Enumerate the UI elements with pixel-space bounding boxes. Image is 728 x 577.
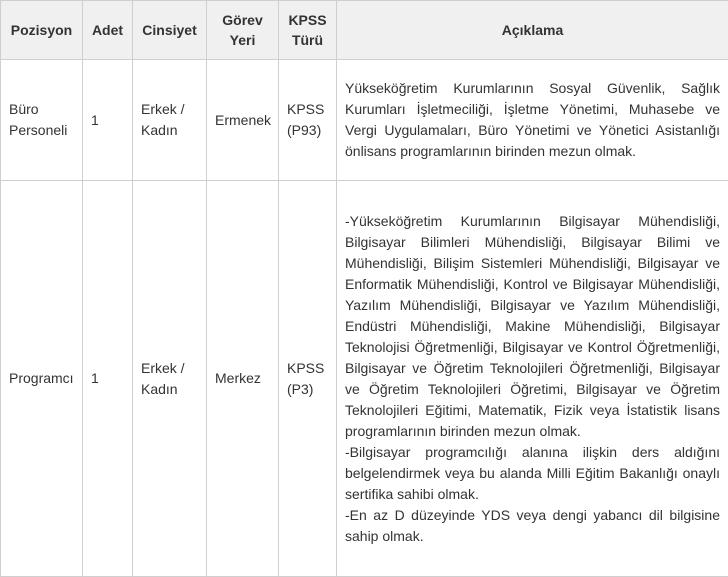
cell-adet: 1 [83, 181, 133, 577]
header-row [1, 1, 728, 60]
header-adet: Adet [83, 1, 133, 60]
cell-kpss-turu: KPSS (P93) [279, 60, 337, 181]
table-row [1, 60, 728, 181]
aciklama-paragraph: -Yükseköğretim Kurumlarının Bilgisayar Mühendisliği, Bilgisayar Bilimleri Mühendisliği, Bilgisayar Bilimi ve Mühendisliği, Bilişim Sistemleri Mühendisliği, Bilgisayar ve Enformatik Mühendisliği, Kontrol ve Bilgisayar Mühendisliği, Yazılım Mühendisliği, Bilgisayar ve Yazılım Mühendisliği, Endüstri Mühendisliği, Makine Mühendisliği, Bilgisayar Teknolojisi Öğretmenliği, Bilgisayar ve Kontrol Öğretmenliği, Bilgisayar ve Öğretim Teknolojileri Öğretmenliği, Bilgisayar ve Öğretim Teknolojileri Öğretimi, Bilgisayar ve Öğretim Teknolojileri Eğitimi, Matematik, Fizik veya İstatistik lisans programlarının birinden mezun olmak. [345, 211, 720, 442]
cell-cinsiyet: Erkek / Kadın [133, 60, 207, 181]
cell-cinsiyet: Erkek / Kadın [133, 181, 207, 577]
cell-aciklama [337, 181, 728, 577]
aciklama-paragraph: -En az D düzeyinde YDS veya dengi yabancı dil bilgisine sahip olmak. [345, 505, 720, 547]
cell-pozisyon: Büro Personeli [1, 60, 83, 181]
cell-kpss-turu: KPSS (P3) [279, 181, 337, 577]
cell-adet: 1 [83, 60, 133, 181]
header-aciklama: Açıklama [337, 1, 728, 60]
aciklama-paragraph: Yükseköğretim Kurumlarının Sosyal Güvenlik, Sağlık Kurumları İşletmeciliği, İşletme Yönetimi, Muhasebe ve Vergi Uygulamaları, Büro Yönetimi ve Yönetici Asistanlığı önlisans programlarının birinden mezun olmak. [345, 78, 720, 162]
cell-aciklama [337, 60, 728, 181]
header-gorev-yeri: Görev Yeri [207, 1, 279, 60]
cell-pozisyon: Programcı [1, 181, 83, 577]
header-pozisyon: Pozisyon [1, 1, 83, 60]
aciklama-paragraph: -Bilgisayar programcılığı alanına ilişkin ders aldığını belgelendirmek veya bu alanda Milli Eğitim Bakanlığı onaylı sertifika sahibi olmak. [345, 442, 720, 505]
header-cinsiyet: Cinsiyet [133, 1, 207, 60]
cell-gorev-yeri: Merkez [207, 181, 279, 577]
table-row [1, 181, 728, 577]
cell-gorev-yeri: Ermenek [207, 60, 279, 181]
header-kpss-turu: KPSS Türü [279, 1, 337, 60]
